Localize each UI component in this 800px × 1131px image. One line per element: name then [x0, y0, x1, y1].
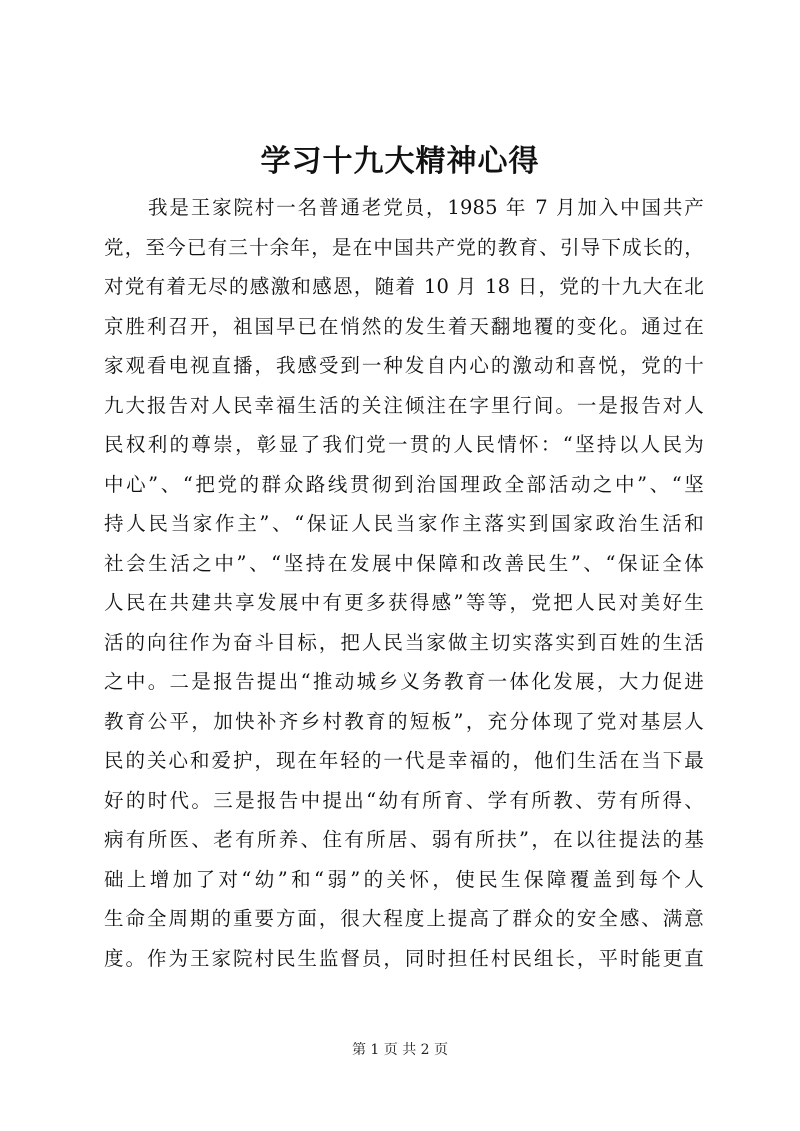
text-line: 教育公平，加快补齐乡村教育的短板”，充分体现了党对基层人 — [104, 709, 704, 733]
page-footer: 第 1 页 共 2 页 — [351, 1042, 449, 1058]
text-line: 病有所医、老有所养、住有所居、弱有所扶”，在以往提法的基 — [104, 828, 704, 851]
text-line: 党，至今已有三十余年，是在中国共产党的教育、引导下成长的， — [104, 235, 704, 259]
text-line: 人民在共建共享发展中有更多获得感”等等，党把人民对美好生 — [104, 591, 704, 614]
text-line: 民的关心和爱护，现在年轻的一代是幸福的，他们生活在当下最 — [104, 749, 704, 772]
text-line: 我是王家院村一名普通老党员，1985 年 7 月加入中国共产 — [148, 196, 704, 219]
text-line: 民权利的尊崇，彰显了我们党一贯的人民情怀：“坚持以人民为 — [104, 433, 704, 456]
body-paragraph — [104, 188, 704, 978]
text-line: 家观看电视直播，我感受到一种发自内心的激动和喜悦，党的十 — [104, 354, 704, 377]
document-title: 学习十九大精神心得 — [260, 144, 540, 179]
text-line: 之中。二是报告提出“推动城乡义务教育一体化发展，大力促进 — [104, 670, 704, 693]
text-line: 生命全周期的重要方面，很大程度上提高了群众的安全感、满意 — [104, 907, 704, 930]
text-line: 础上增加了对“幼”和“弱”的关怀，使民生保障覆盖到每个人 — [104, 867, 704, 891]
text-line: 好的时代。三是报告中提出“幼有所育、学有所教、劳有所得、 — [104, 788, 704, 812]
text-line: 度。作为王家院村民生监督员，同时担任村民组长，平时能更直 — [104, 946, 704, 970]
text-line: 持人民当家作主”、“保证人民当家作主落实到国家政治生活和 — [104, 512, 704, 535]
text-line: 社会生活之中”、“坚持在发展中保障和改善民生”、“保证全体 — [104, 551, 704, 575]
text-line: 九大报告对人民幸福生活的关注倾注在字里行间。一是报告对人 — [104, 393, 704, 417]
text-line: 活的向往作为奋斗目标，把人民当家做主切实落实到百姓的生活 — [104, 630, 704, 654]
text-line: 对党有着无尽的感激和感恩，随着 10 月 18 日，党的十九大在北 — [104, 275, 704, 298]
text-line: 京胜利召开，祖国早已在悄然的发生着天翻地覆的变化。通过在 — [104, 314, 704, 338]
text-line: 中心”、“把党的群众路线贯彻到治国理政全部活动之中”、“坚 — [104, 472, 704, 496]
